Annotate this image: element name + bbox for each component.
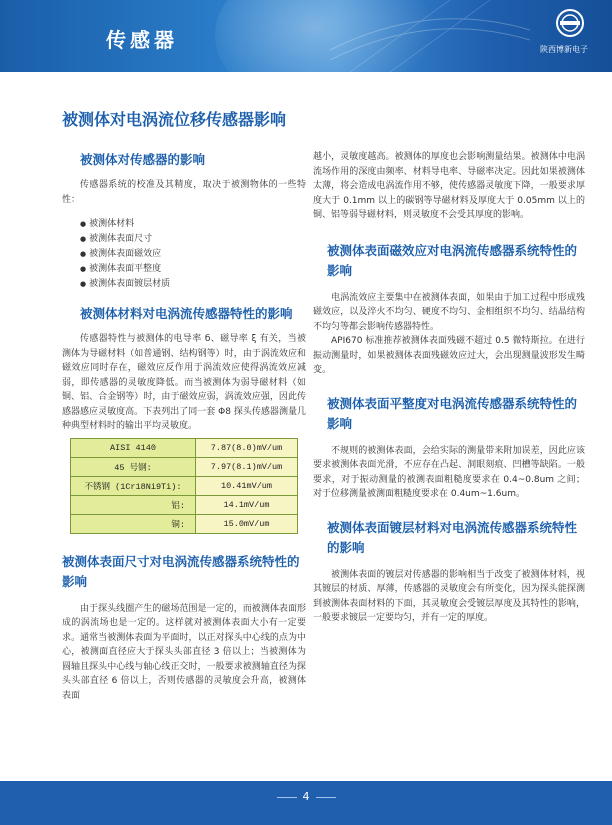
table-row <box>71 476 298 495</box>
sensitivity-value-cell: 10.41mV/um <box>196 476 298 495</box>
section-heading-flatness: 被测体表面平整度对电涡流传感器系统特性的影响 <box>327 395 578 431</box>
right-column <box>313 150 585 626</box>
sensitivity-value-cell: 7.97(8.1)mV/um <box>196 457 298 476</box>
section-paragraph: 越小，灵敏度越高。被测体的厚度也会影响测量结果。被测体中电涡流场作用的深度由频率、材料导电率、导磁率决定。因此如果被测体太薄，将会造成电涡流作用不够，使传感器灵敏度下降，一般要求厚度大于 0.1mm 以上的碳钢等导磁材料及厚度大于 0.05mm 以上的铜、铝等弱导磁材料，则灵敏度不会受其厚度的影响。 <box>313 152 585 220</box>
table-row <box>71 438 298 457</box>
section-paragraph: 不规则的被测体表面，会给实际的测量带来附加误差，因此应该要求被测体表面光滑，不应存在凸起、洞眼刻痕、凹槽等缺陷。一般要求，对于振动测量的被测表面粗糙度要求在 0.4~0.8um 之间；对于位移测量被测面粗糙度要求在 0.4um~1.6um。 <box>313 445 585 499</box>
page-title: 被测体对电涡流位移传感器影响 <box>62 110 287 129</box>
bullet-item: ● 被测体表面镀层材质 <box>80 277 306 292</box>
material-name-cell: AISI 4140 <box>71 438 196 457</box>
material-name-cell: 不锈钢 (1Cr18Ni9Ti): <box>71 476 196 495</box>
company-logo-icon <box>555 8 585 38</box>
footer-dash <box>277 797 297 798</box>
table-row <box>71 514 298 533</box>
bullet-item: ● 被测体表面磁效应 <box>80 247 306 262</box>
section-heading-target-effect: 被测体对传感器的影响 <box>80 152 206 167</box>
section-heading-material: 被测体材料对电涡流传感器特性的影响 <box>80 306 293 321</box>
section-paragraph: 被测体表面的镀层对传感器的影响相当于改变了被测体材料，视其镀层的材质、厚薄，传感器的灵敏度会有所变化，因为探头能探测到被测体表面材料的下面，其灵敏度会受镀层厚度及其特性的影响，一般要求镀层一定要均匀，并有一定的厚度。 <box>313 569 585 623</box>
section-paragraph: 传感器系统的校准及其精度，取决于被测物体的一些特性： <box>62 180 306 205</box>
company-name: 陕西博新电子 <box>540 45 588 54</box>
sensitivity-value-cell: 7.87(8.0)mV/um <box>196 438 298 457</box>
left-column <box>62 150 306 703</box>
section-heading-coating: 被测体表面镀层材料对电涡流传感器系统特性的影响 <box>327 519 578 555</box>
sensitivity-value-cell: 14.1mV/um <box>196 495 298 514</box>
section-paragraph: 电涡流效应主要集中在被测体表面，如果由于加工过程中形成残磁效应，以及淬火不均匀、硬度不均匀、金相组织不均匀、结晶结构不均匀等都会影响传感器特性。 <box>313 292 585 332</box>
page-number <box>0 790 612 803</box>
sensitivity-value-cell: 15.0mV/um <box>196 514 298 533</box>
bullet-item: ● 被测体表面平整度 <box>80 262 306 277</box>
section-heading-surface-size: 被测体表面尺寸对电涡流传感器系统特性的影响 <box>62 553 300 589</box>
sensitivity-table <box>70 438 298 534</box>
footer-dash <box>316 797 336 798</box>
table-row <box>71 457 298 476</box>
header-title: 传感器 <box>106 28 178 52</box>
material-name-cell: 铝: <box>71 495 196 514</box>
section-paragraph: API670 标准推荐被测体表面残磁不超过 0.5 微特斯拉。在进行振动测量时，如果被测体表面残磁效应过大，会出现测量波形发生畸变。 <box>313 336 585 375</box>
page-header <box>0 0 612 72</box>
bullet-item: ● 被测体表面尺寸 <box>80 232 306 247</box>
page-footer <box>0 781 612 825</box>
decorative-lines <box>330 0 530 72</box>
section-paragraph: 由于探头线圈产生的磁场范围是一定的，而被测体表面形成的涡流场也是一定的。这样就对被测体表面大小有一定要求。通常当被测体表面为平面时，以正对探头中心线的点为中心，被测面直径应大于探头头部直径 3 倍以上；当被测体为圆轴且探头中心线与轴心线正交时，一般要求被测轴直径为探头头部直径 6 倍以上，否则传感器的灵敏度会升高，被测体表面 <box>62 603 306 701</box>
page-number-text: 4 <box>302 790 310 803</box>
bullet-item: ● 被测体材料 <box>80 217 306 232</box>
section-paragraph: 传感器特性与被测体的电导率 б、磁导率 ξ 有关，当被测体为导磁材料（如普通钢、结构钢等）时，由于涡流效应和磁效应同时存在，磁效应反作用于涡流效应使得涡流效应减弱，即传感器的灵敏度降低。而当被测体为弱导磁材料（如铜、铝、合金钢等）时，由于磁效应弱，涡流效应强，因此传感器感应灵敏度高。下表列出了同一套 Φ8 探头传感器测量几种典型材料时的输出平均灵敏度。 <box>62 334 306 431</box>
section-heading-magnetic: 被测体表面磁效应对电涡流传感器系统特性的影响 <box>327 242 578 278</box>
bullet-list <box>80 217 306 292</box>
material-name-cell: 45 号钢: <box>71 457 196 476</box>
table-row <box>71 495 298 514</box>
material-name-cell: 铜: <box>71 514 196 533</box>
